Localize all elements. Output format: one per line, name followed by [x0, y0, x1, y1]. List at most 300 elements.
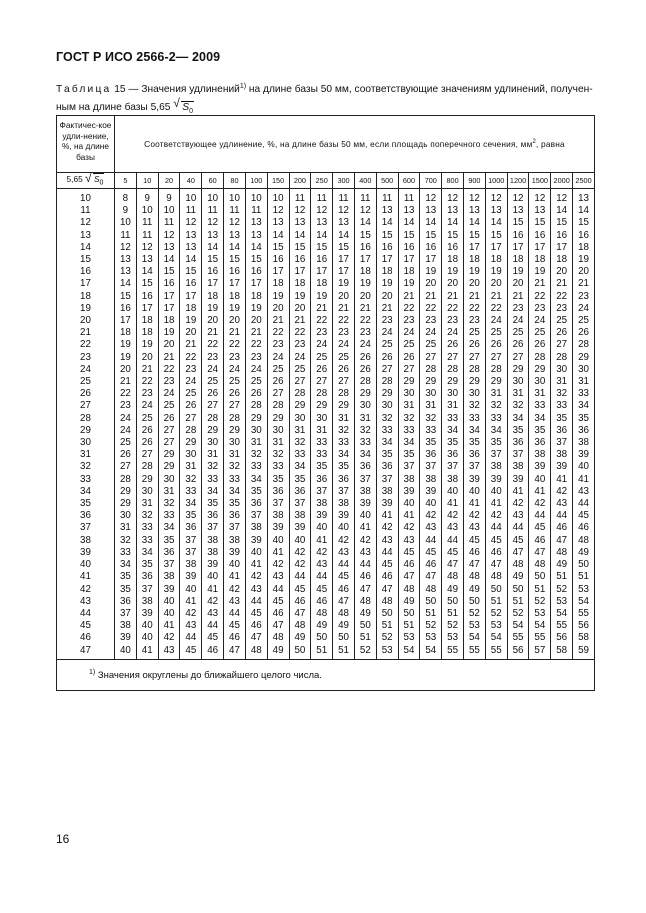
table-cell: 42: [485, 510, 507, 522]
table-cell: 15: [245, 254, 267, 266]
elongation-table: [56, 115, 595, 691]
table-cell: 35: [529, 425, 551, 437]
table-cell: 30: [442, 388, 464, 400]
table-cell: 12: [180, 217, 202, 229]
table-cell: 42: [398, 522, 420, 534]
table-cell: 38: [311, 498, 333, 510]
area-header-cell: 200: [289, 173, 311, 189]
table-cell: 27: [507, 352, 529, 364]
table-cell: 50: [442, 596, 464, 608]
table-cell: 23: [529, 303, 551, 315]
table-cell: 25: [529, 327, 551, 339]
table-cell: 34: [245, 474, 267, 486]
table-cell: 18: [267, 278, 289, 290]
table-cell: 31: [333, 413, 355, 425]
table-cell: 15: [202, 254, 224, 266]
area-header-cell: 1500: [529, 173, 551, 189]
table-cell: 23: [136, 388, 158, 400]
table-cell: 11: [202, 205, 224, 217]
table-cell: 11: [158, 217, 180, 229]
table-cell: 39: [420, 486, 442, 498]
table-cell: 32: [158, 498, 180, 510]
table-cell: 17: [507, 242, 529, 254]
table-cell: 20: [442, 278, 464, 290]
table-cell: 40: [224, 559, 246, 571]
table-cell: 35: [573, 413, 595, 425]
table-cell: 26: [442, 339, 464, 351]
actual-elongation-cell: 17: [57, 278, 115, 290]
actual-elongation-cell: 34: [57, 486, 115, 498]
table-cell: 40: [398, 498, 420, 510]
table-cell: 11: [398, 189, 420, 206]
table-cell: 15: [398, 230, 420, 242]
table-cell: 24: [376, 327, 398, 339]
table-cell: 29: [267, 413, 289, 425]
table-cell: 52: [529, 596, 551, 608]
table-cell: 48: [420, 584, 442, 596]
table-cell: 35: [115, 571, 137, 583]
table-cell: 26: [136, 425, 158, 437]
table-cell: 11: [136, 217, 158, 229]
table-cell: 17: [354, 254, 376, 266]
table-cell: 19: [115, 352, 137, 364]
table-cell: 43: [245, 584, 267, 596]
table-cell: 44: [551, 510, 573, 522]
table-cell: 36: [420, 449, 442, 461]
table-cell: 49: [442, 584, 464, 596]
table-cell: 10: [158, 205, 180, 217]
table-cell: 38: [485, 461, 507, 473]
table-cell: 22: [354, 315, 376, 327]
table-cell: 37: [158, 559, 180, 571]
table-cell: 21: [115, 376, 137, 388]
table-cell: 38: [507, 461, 529, 473]
table-cell: 55: [485, 645, 507, 660]
table-row: [57, 230, 595, 242]
table-cell: 33: [136, 522, 158, 534]
table-cell: 41: [202, 584, 224, 596]
area-header-cell: 80: [224, 173, 246, 189]
table-cell: 12: [115, 242, 137, 254]
table-cell: 41: [529, 486, 551, 498]
table-cell: 37: [485, 449, 507, 461]
table-cell: 53: [376, 645, 398, 660]
table-cell: 49: [354, 608, 376, 620]
table-cell: 19: [311, 291, 333, 303]
table-cell: 20: [464, 278, 486, 290]
table-cell: 40: [442, 486, 464, 498]
table-cell: 33: [115, 547, 137, 559]
table-cell: 39: [115, 632, 137, 644]
table-cell: 51: [485, 596, 507, 608]
table-cell: 28: [420, 364, 442, 376]
area-header-cell: 500: [376, 173, 398, 189]
table-cell: 32: [245, 449, 267, 461]
table-cell: 41: [158, 620, 180, 632]
table-cell: 43: [354, 547, 376, 559]
table-cell: 32: [464, 400, 486, 412]
table-cell: 18: [136, 315, 158, 327]
table-cell: 19: [245, 303, 267, 315]
table-cell: 12: [420, 189, 442, 206]
table-cell: 52: [376, 632, 398, 644]
table-cell: 27: [485, 352, 507, 364]
table-cell: 35: [158, 535, 180, 547]
table-cell: 19: [507, 266, 529, 278]
table-cell: 50: [311, 632, 333, 644]
table-cell: 31: [354, 413, 376, 425]
table-cell: 26: [529, 339, 551, 351]
table-cell: 36: [136, 571, 158, 583]
table-cell: 20: [420, 278, 442, 290]
table-cell: 44: [507, 522, 529, 534]
table-cell: 37: [224, 522, 246, 534]
table-cell: 45: [224, 620, 246, 632]
table-cell: 19: [267, 291, 289, 303]
table-cell: 29: [136, 474, 158, 486]
table-cell: 37: [136, 584, 158, 596]
table-cell: 33: [551, 400, 573, 412]
table-cell: 27: [224, 400, 246, 412]
table-cell: 28: [202, 413, 224, 425]
table-cell: 23: [442, 315, 464, 327]
table-cell: 54: [420, 645, 442, 660]
table-cell: 19: [354, 278, 376, 290]
table-cell: 13: [442, 205, 464, 217]
table-cell: 48: [529, 559, 551, 571]
table-cell: 30: [180, 449, 202, 461]
table-cell: 13: [398, 205, 420, 217]
table-row: [57, 474, 595, 486]
table-cell: 50: [464, 596, 486, 608]
area-header-cell: 20: [158, 173, 180, 189]
table-cell: 22: [420, 303, 442, 315]
area-header-cell: 60: [202, 173, 224, 189]
table-cell: 26: [245, 388, 267, 400]
table-cell: 12: [507, 189, 529, 206]
table-cell: 36: [202, 510, 224, 522]
table-cell: 44: [529, 510, 551, 522]
table-cell: 40: [180, 584, 202, 596]
table-cell: 45: [202, 632, 224, 644]
table-cell: 25: [551, 315, 573, 327]
table-cell: 45: [398, 547, 420, 559]
table-cell: 36: [224, 510, 246, 522]
table-cell: 17: [224, 278, 246, 290]
table-cell: 54: [573, 596, 595, 608]
table-cell: 12: [529, 189, 551, 206]
table-cell: 57: [529, 645, 551, 660]
table-cell: 16: [354, 242, 376, 254]
table-cell: 30: [573, 364, 595, 376]
table-cell: 23: [376, 315, 398, 327]
table-cell: 30: [267, 425, 289, 437]
table-cell: 26: [398, 352, 420, 364]
table-cell: 28: [180, 425, 202, 437]
table-cell: 44: [224, 608, 246, 620]
table-row: [57, 189, 595, 206]
table-cell: 12: [158, 230, 180, 242]
table-cell: 30: [376, 400, 398, 412]
table-cell: 13: [267, 217, 289, 229]
table-cell: 18: [398, 266, 420, 278]
table-cell: 35: [224, 498, 246, 510]
table-cell: 18: [507, 254, 529, 266]
table-cell: 29: [311, 400, 333, 412]
table-cell: 38: [115, 620, 137, 632]
table-cell: 14: [289, 230, 311, 242]
actual-elongation-cell: 28: [57, 413, 115, 425]
table-cell: 33: [267, 461, 289, 473]
table-cell: 36: [551, 425, 573, 437]
table-cell: 42: [529, 498, 551, 510]
table-cell: 49: [398, 596, 420, 608]
table-cell: 21: [158, 352, 180, 364]
table-cell: 39: [289, 522, 311, 534]
table-cell: 34: [115, 559, 137, 571]
table-cell: 42: [507, 498, 529, 510]
table-cell: 23: [245, 352, 267, 364]
area-header-cell: 150: [267, 173, 289, 189]
table-cell: 32: [267, 449, 289, 461]
actual-elongation-cell: 39: [57, 547, 115, 559]
table-cell: 16: [202, 266, 224, 278]
table-cell: 36: [311, 474, 333, 486]
table-cell: 45: [420, 547, 442, 559]
table-cell: 48: [464, 571, 486, 583]
table-cell: 29: [507, 364, 529, 376]
table-cell: 51: [354, 632, 376, 644]
table-cell: 46: [289, 596, 311, 608]
table-cell: 17: [311, 266, 333, 278]
table-row: [57, 291, 595, 303]
actual-elongation-cell: 14: [57, 242, 115, 254]
table-cell: 30: [224, 437, 246, 449]
table-cell: 50: [573, 559, 595, 571]
table-cell: 33: [376, 425, 398, 437]
table-cell: 37: [333, 486, 355, 498]
table-cell: 29: [245, 413, 267, 425]
table-cell: 43: [202, 608, 224, 620]
table-cell: 38: [551, 449, 573, 461]
table-cell: 28: [354, 376, 376, 388]
table-cell: 23: [398, 315, 420, 327]
table-cell: 15: [289, 242, 311, 254]
table-label: Таблица: [56, 84, 112, 95]
table-cell: 51: [333, 645, 355, 660]
table-cell: 47: [354, 584, 376, 596]
table-cell: 23: [224, 352, 246, 364]
table-cell: 16: [420, 242, 442, 254]
table-cell: 39: [267, 522, 289, 534]
table-cell: 40: [136, 620, 158, 632]
table-cell: 40: [202, 571, 224, 583]
table-cell: 45: [442, 547, 464, 559]
table-cell: 19: [573, 254, 595, 266]
table-cell: 23: [115, 400, 137, 412]
table-cell: 48: [311, 608, 333, 620]
table-cell: 25: [485, 327, 507, 339]
table-cell: 48: [398, 584, 420, 596]
table-cell: 29: [485, 376, 507, 388]
table-cell: 47: [224, 645, 246, 660]
table-cell: 20: [354, 291, 376, 303]
table-cell: 35: [333, 461, 355, 473]
table-cell: 13: [180, 242, 202, 254]
table-row: [57, 315, 595, 327]
table-cell: 25: [333, 352, 355, 364]
table-cell: 19: [398, 278, 420, 290]
table-cell: 17: [464, 242, 486, 254]
table-cell: 23: [180, 364, 202, 376]
table-cell: 12: [464, 189, 486, 206]
table-cell: 19: [158, 327, 180, 339]
table-cell: 43: [180, 620, 202, 632]
table-cell: 55: [442, 645, 464, 660]
table-cell: 36: [529, 437, 551, 449]
table-cell: 31: [267, 437, 289, 449]
table-cell: 41: [485, 498, 507, 510]
table-cell: 25: [202, 376, 224, 388]
table-cell: 13: [245, 217, 267, 229]
table-cell: 37: [180, 547, 202, 559]
table-cell: 40: [529, 474, 551, 486]
table-cell: 43: [267, 571, 289, 583]
table-cell: 50: [289, 645, 311, 660]
table-cell: 28: [464, 364, 486, 376]
table-cell: 38: [136, 596, 158, 608]
table-cell: 53: [573, 584, 595, 596]
table-cell: 11: [376, 189, 398, 206]
table-cell: 33: [158, 510, 180, 522]
table-cell: 13: [420, 205, 442, 217]
table-row: [57, 242, 595, 254]
table-cell: 33: [311, 437, 333, 449]
actual-elongation-cell: 13: [57, 230, 115, 242]
sqrt-symbol: S: [182, 102, 190, 113]
table-cell: 39: [573, 449, 595, 461]
table-cell: 23: [507, 303, 529, 315]
table-cell: 49: [464, 584, 486, 596]
table-cell: 17: [115, 315, 137, 327]
table-row: [57, 205, 595, 217]
table-cell: 14: [115, 278, 137, 290]
table-cell: 16: [158, 278, 180, 290]
table-cell: 43: [398, 535, 420, 547]
table-cell: 54: [529, 620, 551, 632]
table-cell: 12: [202, 217, 224, 229]
table-cell: 33: [333, 437, 355, 449]
table-cell: 19: [115, 339, 137, 351]
area-header-cell: 10: [136, 173, 158, 189]
table-cell: 55: [551, 620, 573, 632]
table-cell: 52: [507, 608, 529, 620]
table-cell: 33: [224, 474, 246, 486]
table-cell: 25: [311, 352, 333, 364]
table-cell: 31: [289, 425, 311, 437]
table-cell: 24: [442, 327, 464, 339]
table-cell: 37: [289, 498, 311, 510]
table-cell: 13: [245, 230, 267, 242]
table-cell: 13: [202, 230, 224, 242]
table-cell: 31: [180, 461, 202, 473]
table-cell: 45: [289, 584, 311, 596]
table-cell: 15: [507, 217, 529, 229]
table-cell: 25: [224, 376, 246, 388]
table-cell: 35: [202, 498, 224, 510]
table-cell: 18: [529, 254, 551, 266]
actual-elongation-cell: 26: [57, 388, 115, 400]
table-cell: 18: [354, 266, 376, 278]
table-cell: 25: [398, 339, 420, 351]
table-cell: 17: [376, 254, 398, 266]
table-cell: 16: [224, 266, 246, 278]
table-cell: 44: [202, 620, 224, 632]
table-cell: 32: [376, 413, 398, 425]
table-cell: 24: [289, 352, 311, 364]
table-cell: 30: [551, 364, 573, 376]
table-cell: 36: [442, 449, 464, 461]
table-cell: 16: [115, 303, 137, 315]
table-cell: 13: [573, 189, 595, 206]
table-cell: 51: [551, 571, 573, 583]
table-cell: 19: [289, 291, 311, 303]
table-cell: 21: [398, 291, 420, 303]
table-cell: 44: [354, 559, 376, 571]
table-row: [57, 584, 595, 596]
table-cell: 36: [289, 486, 311, 498]
table-cell: 23: [311, 327, 333, 339]
table-cell: 55: [573, 608, 595, 620]
table-cell: 28: [573, 339, 595, 351]
table-cell: 17: [158, 303, 180, 315]
table-cell: 21: [573, 278, 595, 290]
table-cell: 9: [136, 189, 158, 206]
table-cell: 22: [202, 339, 224, 351]
table-cell: 52: [551, 584, 573, 596]
table-cell: 30: [115, 510, 137, 522]
table-cell: 44: [442, 535, 464, 547]
table-cell: 27: [333, 376, 355, 388]
table-cell: 24: [333, 339, 355, 351]
table-cell: 37: [551, 437, 573, 449]
table-cell: 11: [245, 205, 267, 217]
table-cell: 34: [573, 400, 595, 412]
table-cell: 12: [551, 189, 573, 206]
table-cell: 49: [311, 620, 333, 632]
table-cell: 41: [442, 498, 464, 510]
table-cell: 48: [551, 547, 573, 559]
table-cell: 46: [333, 584, 355, 596]
table-cell: 22: [551, 291, 573, 303]
area-header-cell: 2500: [573, 173, 595, 189]
table-cell: 21: [485, 291, 507, 303]
base-sqrt: √ $S_0$: [85, 171, 104, 187]
table-cell: 42: [333, 535, 355, 547]
table-cell: 18: [115, 327, 137, 339]
table-cell: 25: [136, 413, 158, 425]
table-cell: 51: [507, 596, 529, 608]
table-cell: 23: [551, 303, 573, 315]
table-cell: 38: [442, 474, 464, 486]
table-cell: 42: [311, 547, 333, 559]
table-cell: 42: [289, 559, 311, 571]
actual-elongation-cell: 27: [57, 400, 115, 412]
table-cell: 13: [311, 217, 333, 229]
table-cell: 47: [289, 608, 311, 620]
table-cell: 16: [136, 291, 158, 303]
table-cell: 24: [224, 364, 246, 376]
